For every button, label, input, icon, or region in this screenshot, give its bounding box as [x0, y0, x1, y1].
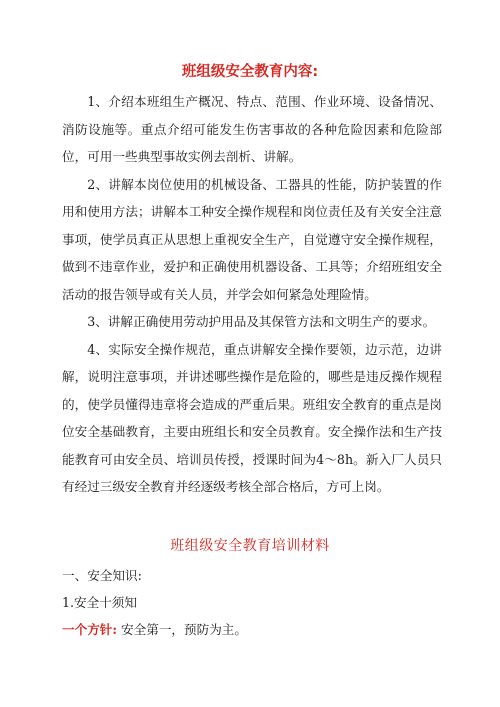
- list-item-policy: [62, 620, 462, 640]
- section-title-content: 班组级安全教育内容:: [181, 64, 319, 80]
- paragraph-4: 4、实际安全操作规范，重点讲解安全操作要领，边示范，边讲解，说明注意事项，并讲述哪些操作是危险的，哪些是违反操作规程的，使学员懂得违章将会造成的严重后果。班组安全教育的重点是岗位安全基础教育，主要由班组长和安全员教育。安全操作法和生产技能教育可由安全员、培训员传授，授课时间为4～8h。新入厂人员只有经过三级安全教育并经逐级考核全部合格后，方可上岗。: [62, 341, 442, 494]
- paragraph-1: 1、介绍本班组生产概况、特点、范围、作业环境、设备情况、消防设施等。重点介绍可能发生伤害事故的各种危险因素和危险部位，可用一些典型事故实例去剖析、讲解。: [62, 94, 442, 164]
- paragraph-3: 3、讲解正确使用劳动护用品及其保管方法和文明生产的要求。: [87, 314, 436, 329]
- policy-label: 一个方针:: [62, 622, 118, 637]
- heading-safety-knowledge: 一、安全知识:: [62, 568, 142, 583]
- policy-text: 安全第一，预防为主。: [121, 622, 247, 637]
- heading-ten-rules: 1.安全十须知: [62, 595, 137, 610]
- paragraph-block: [62, 88, 442, 501]
- paragraph-2: 2、讲解本岗位使用的机械设备、工器具的性能，防护装置的作用和使用方法；讲解本工种安全操作规程和岗位责任及有关安全注意事项，使学员真正从思想上重视安全生产，自觉遵守安全操作规程，做到不违章作业，爱护和正确使用机器设备、工具等；介绍班组安全活动的报告领导或有关人员，并学会如何紧急处理险情。: [62, 176, 442, 302]
- section-title-training: 班组级安全教育培训材料: [170, 538, 330, 554]
